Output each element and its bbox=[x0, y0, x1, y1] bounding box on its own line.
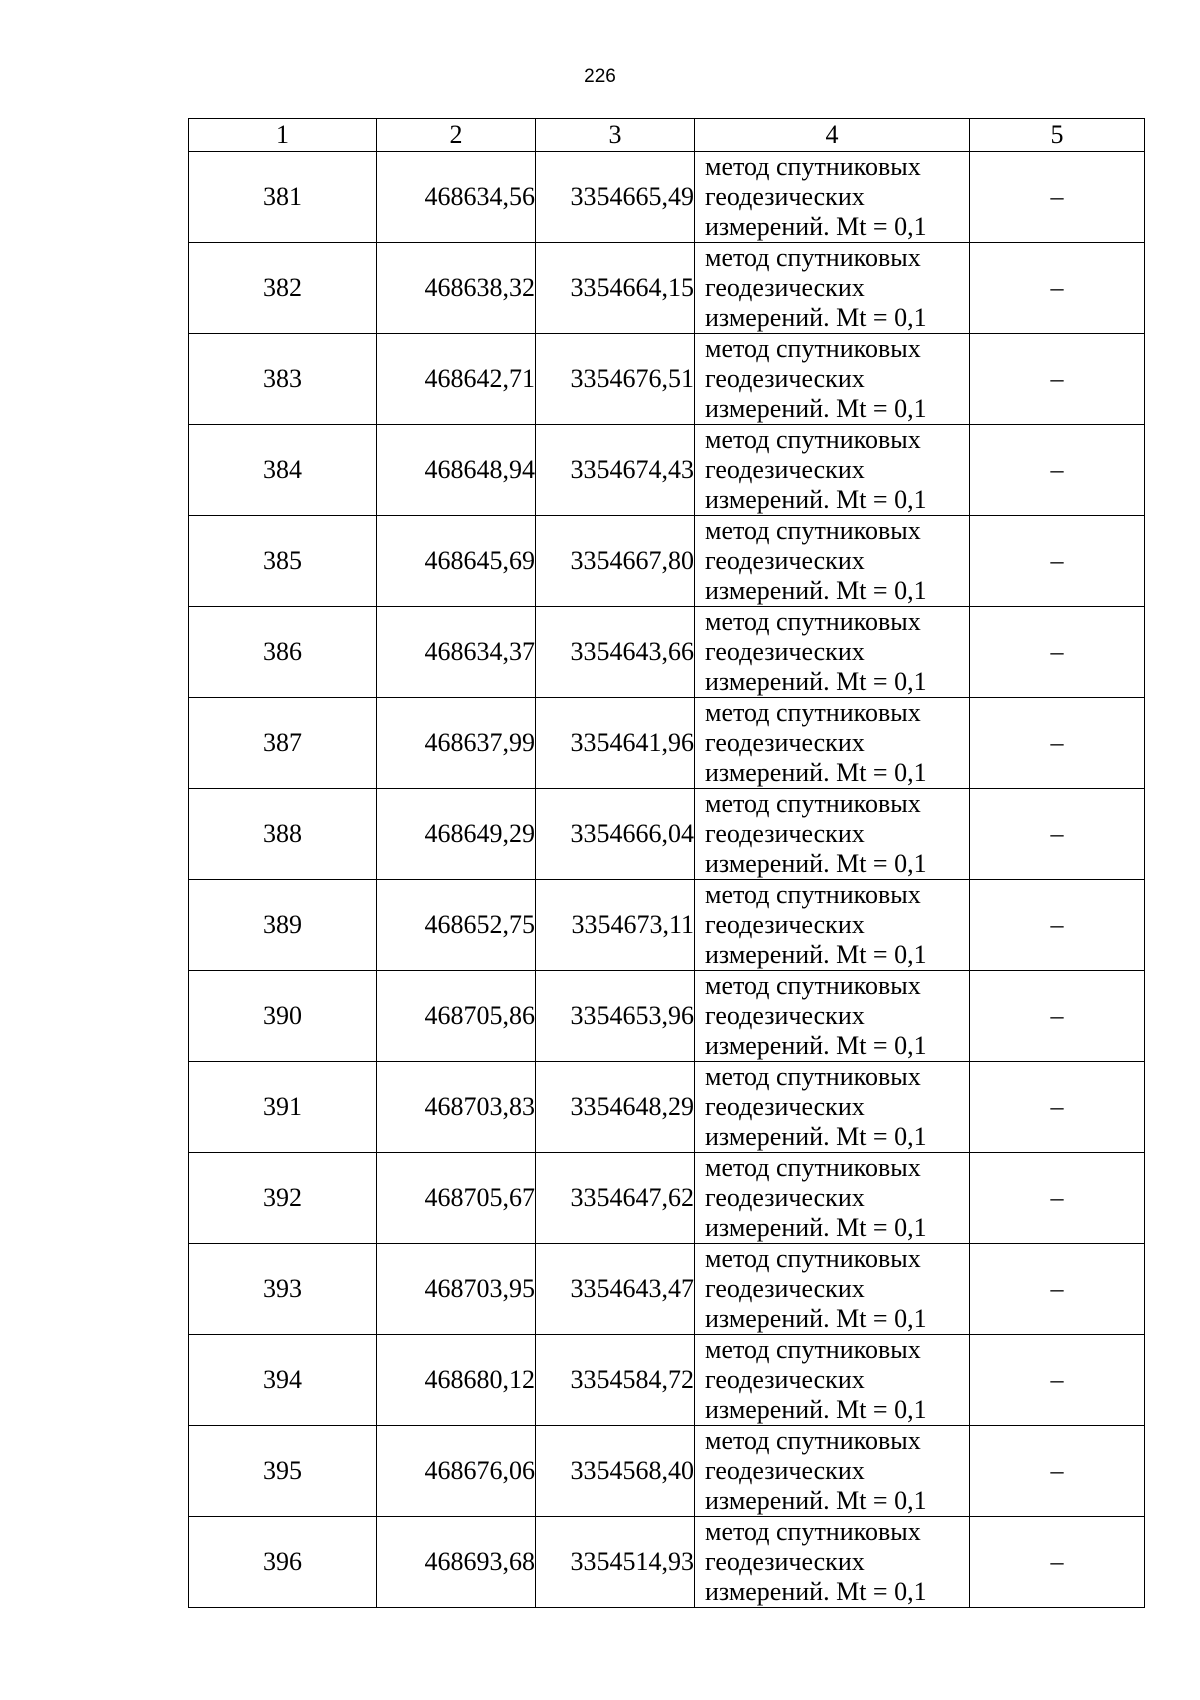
method-line-3: измерений. Mt = 0,1 bbox=[705, 1486, 927, 1515]
method-line-2: геодезических bbox=[705, 1092, 865, 1121]
cell-text: 3354648,29 bbox=[570, 1092, 694, 1121]
method-line-2: геодезических bbox=[705, 1365, 865, 1394]
coordinate-y bbox=[536, 1062, 695, 1153]
cell-text: 395 bbox=[263, 1456, 302, 1485]
header-col-5: 5 bbox=[970, 119, 1145, 152]
method-line-2: геодезических bbox=[705, 1456, 865, 1485]
method-line-1: метод спутниковых bbox=[705, 243, 921, 272]
note-cell bbox=[970, 334, 1145, 425]
coordinate-x bbox=[377, 607, 536, 698]
method-line-2: геодезических bbox=[705, 1001, 865, 1030]
page-number: 226 bbox=[584, 66, 616, 87]
cell-text: 468705,86 bbox=[424, 1001, 535, 1030]
cell-text: 3354665,49 bbox=[570, 182, 694, 211]
cell-text: 468693,68 bbox=[424, 1547, 535, 1576]
coordinate-y bbox=[536, 334, 695, 425]
cell-text: 390 bbox=[263, 1001, 302, 1030]
cell-text: 381 bbox=[263, 182, 302, 211]
coordinate-x bbox=[377, 880, 536, 971]
cell-text: 468649,29 bbox=[424, 819, 535, 848]
cell-text: 394 bbox=[263, 1365, 302, 1394]
method-description bbox=[695, 152, 970, 243]
table-row bbox=[189, 425, 1145, 516]
table-row bbox=[189, 334, 1145, 425]
coordinate-y bbox=[536, 425, 695, 516]
table-row bbox=[189, 516, 1145, 607]
cell-text: – bbox=[1050, 1456, 1064, 1485]
cell-text: 385 bbox=[263, 546, 302, 575]
method-description bbox=[695, 516, 970, 607]
cell-text: 3354653,96 bbox=[570, 1001, 694, 1030]
method-line-2: геодезических bbox=[705, 1547, 865, 1576]
cell-text: – bbox=[1050, 182, 1064, 211]
coordinate-x bbox=[377, 698, 536, 789]
note-cell bbox=[970, 880, 1145, 971]
note-cell bbox=[970, 425, 1145, 516]
method-description bbox=[695, 789, 970, 880]
cell-text: 3354667,80 bbox=[570, 546, 694, 575]
cell-text: 3354584,72 bbox=[570, 1365, 694, 1394]
table-row bbox=[189, 971, 1145, 1062]
method-line-3: измерений. Mt = 0,1 bbox=[705, 576, 927, 605]
method-description bbox=[695, 425, 970, 516]
method-line-1: метод спутниковых bbox=[705, 607, 921, 636]
point-number bbox=[189, 334, 377, 425]
method-line-2: геодезических bbox=[705, 273, 865, 302]
table-row bbox=[189, 1517, 1145, 1608]
method-line-2: геодезических bbox=[705, 182, 865, 211]
method-line-3: измерений. Mt = 0,1 bbox=[705, 849, 927, 878]
cell-text: – bbox=[1050, 1274, 1064, 1303]
table-body bbox=[189, 152, 1145, 1608]
method-line-1: метод спутниковых bbox=[705, 1153, 921, 1182]
cell-text: 468637,99 bbox=[424, 728, 535, 757]
method-line-2: геодезических bbox=[705, 546, 865, 575]
cell-text: – bbox=[1050, 910, 1064, 939]
cell-text: 468634,56 bbox=[424, 182, 535, 211]
point-number bbox=[189, 1062, 377, 1153]
cell-text: 388 bbox=[263, 819, 302, 848]
method-line-2: геодезических bbox=[705, 910, 865, 939]
cell-text: – bbox=[1050, 364, 1064, 393]
method-line-3: измерений. Mt = 0,1 bbox=[705, 394, 927, 423]
coordinate-x bbox=[377, 971, 536, 1062]
cell-text: 468703,83 bbox=[424, 1092, 535, 1121]
cell-text: 468634,37 bbox=[424, 637, 535, 666]
method-description bbox=[695, 607, 970, 698]
method-line-3: измерений. Mt = 0,1 bbox=[705, 667, 927, 696]
table-row bbox=[189, 789, 1145, 880]
cell-text: – bbox=[1050, 728, 1064, 757]
method-description bbox=[695, 1335, 970, 1426]
coordinate-x bbox=[377, 1153, 536, 1244]
header-col-1: 1 bbox=[189, 119, 377, 152]
note-cell bbox=[970, 1517, 1145, 1608]
coordinate-x bbox=[377, 1426, 536, 1517]
coordinate-x bbox=[377, 1517, 536, 1608]
coordinate-y bbox=[536, 1335, 695, 1426]
point-number bbox=[189, 1517, 377, 1608]
cell-text: – bbox=[1050, 1547, 1064, 1576]
method-description bbox=[695, 1062, 970, 1153]
note-cell bbox=[970, 1244, 1145, 1335]
method-line-3: измерений. Mt = 0,1 bbox=[705, 1304, 927, 1333]
point-number bbox=[189, 1426, 377, 1517]
table-row bbox=[189, 880, 1145, 971]
method-line-1: метод спутниковых bbox=[705, 1517, 921, 1546]
method-line-3: измерений. Mt = 0,1 bbox=[705, 1213, 927, 1242]
cell-text: 386 bbox=[263, 637, 302, 666]
coordinate-y bbox=[536, 971, 695, 1062]
cell-text: 393 bbox=[263, 1274, 302, 1303]
coordinate-y bbox=[536, 1244, 695, 1335]
cell-text: – bbox=[1050, 273, 1064, 302]
note-cell bbox=[970, 607, 1145, 698]
point-number bbox=[189, 243, 377, 334]
coordinate-x bbox=[377, 516, 536, 607]
method-line-1: метод спутниковых bbox=[705, 789, 921, 818]
method-line-1: метод спутниковых bbox=[705, 516, 921, 545]
cell-text: 3354674,43 bbox=[570, 455, 694, 484]
cell-text: 383 bbox=[263, 364, 302, 393]
coordinate-x bbox=[377, 789, 536, 880]
note-cell bbox=[970, 152, 1145, 243]
coordinate-y bbox=[536, 880, 695, 971]
method-line-1: метод спутниковых bbox=[705, 425, 921, 454]
coordinate-y bbox=[536, 516, 695, 607]
cell-text: 468705,67 bbox=[424, 1183, 535, 1212]
point-number bbox=[189, 152, 377, 243]
note-cell bbox=[970, 1335, 1145, 1426]
note-cell bbox=[970, 516, 1145, 607]
cell-text: 468638,32 bbox=[424, 273, 535, 302]
cell-text: 3354643,47 bbox=[570, 1274, 694, 1303]
cell-text: 468652,75 bbox=[424, 910, 535, 939]
cell-text: 3354673,11 bbox=[571, 910, 694, 939]
cell-text: 382 bbox=[263, 273, 302, 302]
table-row bbox=[189, 243, 1145, 334]
method-description bbox=[695, 880, 970, 971]
cell-text: – bbox=[1050, 1183, 1064, 1212]
cell-text: 391 bbox=[263, 1092, 302, 1121]
coordinate-y bbox=[536, 1153, 695, 1244]
coordinate-y bbox=[536, 243, 695, 334]
table-row bbox=[189, 1335, 1145, 1426]
method-description bbox=[695, 334, 970, 425]
method-line-3: измерений. Mt = 0,1 bbox=[705, 940, 927, 969]
method-line-3: измерений. Mt = 0,1 bbox=[705, 1395, 927, 1424]
method-description bbox=[695, 698, 970, 789]
method-line-3: измерений. Mt = 0,1 bbox=[705, 485, 927, 514]
coordinate-y bbox=[536, 1517, 695, 1608]
coordinate-x bbox=[377, 334, 536, 425]
table-row bbox=[189, 1062, 1145, 1153]
cell-text: 3354647,62 bbox=[570, 1183, 694, 1212]
method-line-3: измерений. Mt = 0,1 bbox=[705, 758, 927, 787]
note-cell bbox=[970, 789, 1145, 880]
method-line-1: метод спутниковых bbox=[705, 880, 921, 909]
coordinate-x bbox=[377, 1062, 536, 1153]
cell-text: 468648,94 bbox=[424, 455, 535, 484]
table-row bbox=[189, 152, 1145, 243]
method-line-3: измерений. Mt = 0,1 bbox=[705, 1122, 927, 1151]
method-description bbox=[695, 243, 970, 334]
coordinate-x bbox=[377, 1244, 536, 1335]
method-description bbox=[695, 1244, 970, 1335]
method-line-3: измерений. Mt = 0,1 bbox=[705, 1031, 927, 1060]
method-line-2: геодезических bbox=[705, 728, 865, 757]
cell-text: 3354676,51 bbox=[570, 364, 694, 393]
coordinate-x bbox=[377, 425, 536, 516]
cell-text: – bbox=[1050, 455, 1064, 484]
coordinate-x bbox=[377, 243, 536, 334]
note-cell bbox=[970, 1062, 1145, 1153]
method-line-1: метод спутниковых bbox=[705, 698, 921, 727]
cell-text: 396 bbox=[263, 1547, 302, 1576]
note-cell bbox=[970, 1426, 1145, 1517]
point-number bbox=[189, 425, 377, 516]
method-line-2: геодезических bbox=[705, 1274, 865, 1303]
method-line-1: метод спутниковых bbox=[705, 1062, 921, 1091]
method-line-1: метод спутниковых bbox=[705, 1244, 921, 1273]
cell-text: 3354641,96 bbox=[570, 728, 694, 757]
table-row bbox=[189, 1153, 1145, 1244]
note-cell bbox=[970, 1153, 1145, 1244]
coordinate-x bbox=[377, 1335, 536, 1426]
cell-text: 384 bbox=[263, 455, 302, 484]
note-cell bbox=[970, 243, 1145, 334]
table-header-row bbox=[189, 119, 1145, 152]
table-row bbox=[189, 698, 1145, 789]
method-description bbox=[695, 1517, 970, 1608]
method-line-1: метод спутниковых bbox=[705, 1426, 921, 1455]
table-row bbox=[189, 1244, 1145, 1335]
coordinate-y bbox=[536, 1426, 695, 1517]
method-description bbox=[695, 1153, 970, 1244]
method-line-2: геодезических bbox=[705, 1183, 865, 1212]
cell-text: 3354643,66 bbox=[570, 637, 694, 666]
point-number bbox=[189, 789, 377, 880]
method-line-2: геодезических bbox=[705, 819, 865, 848]
cell-text: – bbox=[1050, 1092, 1064, 1121]
note-cell bbox=[970, 698, 1145, 789]
method-line-1: метод спутниковых bbox=[705, 1335, 921, 1364]
cell-text: – bbox=[1050, 1001, 1064, 1030]
coordinate-x bbox=[377, 152, 536, 243]
cell-text: 468676,06 bbox=[424, 1456, 535, 1485]
method-description bbox=[695, 1426, 970, 1517]
cell-text: 3354568,40 bbox=[570, 1456, 694, 1485]
method-line-3: измерений. Mt = 0,1 bbox=[705, 303, 927, 332]
cell-text: – bbox=[1050, 1365, 1064, 1394]
method-description bbox=[695, 971, 970, 1062]
cell-text: 468703,95 bbox=[424, 1274, 535, 1303]
cell-text: 389 bbox=[263, 910, 302, 939]
cell-text: 468645,69 bbox=[424, 546, 535, 575]
coordinates-table bbox=[188, 118, 1145, 1608]
method-line-1: метод спутниковых bbox=[705, 971, 921, 1000]
cell-text: 468642,71 bbox=[424, 364, 535, 393]
point-number bbox=[189, 971, 377, 1062]
table-row bbox=[189, 607, 1145, 698]
point-number bbox=[189, 880, 377, 971]
point-number bbox=[189, 698, 377, 789]
cell-text: 387 bbox=[263, 728, 302, 757]
cell-text: – bbox=[1050, 819, 1064, 848]
cell-text: – bbox=[1050, 637, 1064, 666]
coordinate-y bbox=[536, 789, 695, 880]
method-line-2: геодезических bbox=[705, 637, 865, 666]
method-line-2: геодезических bbox=[705, 364, 865, 393]
coordinate-y bbox=[536, 698, 695, 789]
coordinate-y bbox=[536, 152, 695, 243]
point-number bbox=[189, 1244, 377, 1335]
cell-text: 3354664,15 bbox=[570, 273, 694, 302]
note-cell bbox=[970, 971, 1145, 1062]
method-line-2: геодезических bbox=[705, 455, 865, 484]
cell-text: 3354514,93 bbox=[570, 1547, 694, 1576]
cell-text: 468680,12 bbox=[424, 1365, 535, 1394]
table-row bbox=[189, 1426, 1145, 1517]
method-line-1: метод спутниковых bbox=[705, 152, 921, 181]
method-line-1: метод спутниковых bbox=[705, 334, 921, 363]
point-number bbox=[189, 1335, 377, 1426]
cell-text: – bbox=[1050, 546, 1064, 575]
point-number bbox=[189, 516, 377, 607]
header-col-3: 3 bbox=[536, 119, 695, 152]
header-col-2: 2 bbox=[377, 119, 536, 152]
header-col-4: 4 bbox=[695, 119, 970, 152]
method-line-3: измерений. Mt = 0,1 bbox=[705, 212, 927, 241]
method-line-3: измерений. Mt = 0,1 bbox=[705, 1577, 927, 1606]
coordinate-y bbox=[536, 607, 695, 698]
cell-text: 3354666,04 bbox=[570, 819, 694, 848]
point-number bbox=[189, 607, 377, 698]
cell-text: 392 bbox=[263, 1183, 302, 1212]
point-number bbox=[189, 1153, 377, 1244]
